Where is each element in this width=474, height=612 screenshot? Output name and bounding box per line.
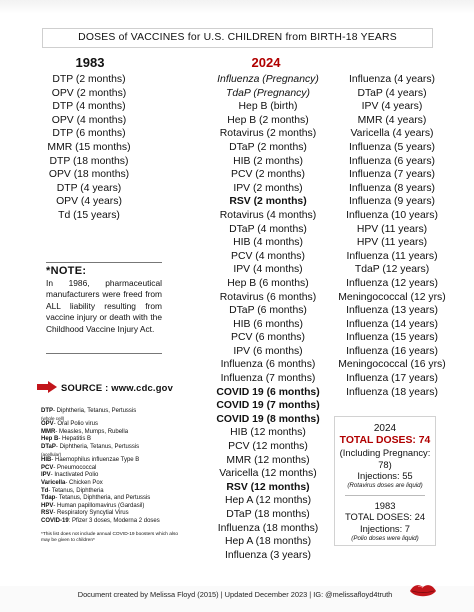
vaccine-dose-item: Influenza (16 years) xyxy=(346,345,438,357)
arrow-right-icon xyxy=(37,381,57,393)
vaccine-dose-item: Hep B (birth) xyxy=(238,101,298,113)
vaccine-dose-item: Varicella (12 months) xyxy=(219,468,317,480)
vaccine-dose-item: Influenza (18 years) xyxy=(346,386,438,398)
legend-sub: (whole cell) xyxy=(41,415,65,421)
legend-abbr: OPV xyxy=(41,421,54,428)
vaccine-dose-item: RSV (12 months) xyxy=(226,481,310,493)
vaccine-dose-item: MMR (15 months) xyxy=(47,141,131,153)
vaccine-dose-item: HIB (4 months) xyxy=(233,237,303,249)
vaccine-dose-item: DTP (6 months) xyxy=(52,128,126,140)
document-title: DOSES of VACCINES for U.S. CHILDREN from BIRTH-18 YEARS xyxy=(42,28,433,48)
legend-desc: - Haemophilus influenzae Type B xyxy=(51,457,140,464)
top-strip xyxy=(0,0,474,14)
vaccine-dose-item: DTaP (4 months) xyxy=(229,223,307,235)
legend-entry xyxy=(41,518,181,526)
legend-abbr: COVID-19 xyxy=(41,517,69,524)
legend-footnote: *This list does not include annual COVID-19 boosters which also may be given to children* xyxy=(41,531,179,543)
vaccine-dose-item: DTP (2 months) xyxy=(52,74,126,85)
vaccine-dose-item: PCV (2 months) xyxy=(231,169,305,181)
vaccine-dose-item: Influenza (5 years) xyxy=(348,141,436,153)
legend-desc: - Measles, Mumps, Rubella xyxy=(55,428,129,435)
vaccine-dose-item: PCV (12 months) xyxy=(228,441,308,453)
summary-rotavirus-note: (Rotavirus doses are liquid) xyxy=(347,481,423,489)
vaccine-dose-item: Influenza (11 years) xyxy=(346,250,438,262)
vaccine-dose-item: COVID 19 (6 months) xyxy=(216,386,320,398)
legend-entry xyxy=(41,488,181,496)
vaccine-dose-item: Hep B (6 months) xyxy=(227,277,309,289)
legend-desc: - Tetanus, Diphtheria xyxy=(48,487,104,494)
vaccine-dose-item: HIB (2 months) xyxy=(233,155,303,167)
vaccine-dose-item: OPV (18 months) xyxy=(48,169,130,181)
legend-desc: - Hepatitis B xyxy=(58,436,92,443)
vaccine-dose-item: Influenza (4 years) xyxy=(348,74,436,85)
vaccine-dose-item: Hep A (18 months) xyxy=(224,536,312,548)
vaccine-dose-item: Influenza (10 years) xyxy=(346,209,438,221)
vaccine-dose-item: DTP (4 months) xyxy=(52,101,126,113)
legend-entry xyxy=(41,429,181,437)
vaccine-dose-item: Varicella (4 years) xyxy=(350,128,434,140)
vaccine-dose-item: Influenza (18 months) xyxy=(217,522,319,534)
legend-desc: - Chicken Pox xyxy=(65,479,103,486)
summary-injections-1983: Injections: 7 xyxy=(359,522,411,534)
legend-desc: - Human papillomavirus (Gardasil) xyxy=(53,502,145,509)
vaccine-dose-item: DTaP (18 months) xyxy=(226,509,310,520)
vaccine-dose-item: HIB (6 months) xyxy=(233,318,303,330)
vaccine-dose-item: Influenza (7 months) xyxy=(220,373,316,385)
vaccine-dose-item: Influenza (12 years) xyxy=(346,277,438,289)
vaccine-dose-item: Influenza (15 years) xyxy=(346,332,438,344)
legend-abbr: Varicella xyxy=(41,479,66,486)
vaccine-dose-item: Influenza (14 years) xyxy=(346,318,438,330)
vaccine-dose-item: Rotavirus (4 months) xyxy=(219,209,317,221)
legend-abbr: HIB xyxy=(41,457,52,464)
vaccine-dose-item: Influenza (Pregnancy) xyxy=(217,74,319,85)
legend-entry xyxy=(41,480,181,488)
legend-sub: (acellular) xyxy=(41,451,62,457)
vaccine-dose-item: PCV (4 months) xyxy=(231,250,305,262)
summary-total-2024: TOTAL DOSES: 74 xyxy=(339,435,431,446)
vaccine-dose-item: Influenza (6 months) xyxy=(220,359,316,371)
vaccine-dose-item: RSV (2 months) xyxy=(229,196,307,208)
legend-abbr: Hep B xyxy=(41,436,59,443)
liability-note xyxy=(46,262,162,335)
note-divider xyxy=(46,353,162,354)
summary-total-1983: TOTAL DOSES: 24 xyxy=(344,511,426,523)
summary-injections-2024: Injections: 55 xyxy=(357,470,413,482)
summary-polio-note: (Polio doses were liquid) xyxy=(351,534,419,542)
legend-entry xyxy=(41,421,181,429)
vaccine-dose-item: COVID 19 (7 months) xyxy=(216,400,320,412)
legend-entry xyxy=(41,503,181,511)
vaccine-dose-item: DTaP (6 months) xyxy=(229,305,307,317)
vaccine-dose-item: Influenza (6 years) xyxy=(348,155,436,167)
legend-desc: - Pneumococcal xyxy=(53,464,97,471)
legend-desc: - Diphtheria, Tetanus, Pertussis xyxy=(53,408,137,414)
legend-desc: - Respiratory Syncytial Virus xyxy=(53,510,129,517)
header-2024: 2024 xyxy=(251,55,281,70)
legend-desc: - Diphtheria, Tetanus, Pertussis xyxy=(55,443,140,450)
vaccine-dose-item: HPV (11 years) xyxy=(356,223,428,235)
vaccine-dose-item: Influenza (8 years) xyxy=(348,182,436,194)
legend-abbr: MMR xyxy=(41,428,56,435)
summary-divider xyxy=(345,495,425,496)
vaccine-dose-item: IPV (4 months) xyxy=(233,264,303,276)
vaccine-dose-item: DTP (18 months) xyxy=(49,155,129,167)
legend-entry xyxy=(41,408,181,421)
vaccine-dose-item: PCV (6 months) xyxy=(231,332,305,344)
abbreviation-legend xyxy=(41,408,181,544)
legend-desc: - Oral Polio virus xyxy=(53,421,99,428)
note-body: In 1986, pharmaceutical manufacturers were freed from ALL liability resulting from vaccine injury or death with the Childhood Vaccine Injury Act. xyxy=(46,278,162,334)
legend-abbr: PCV xyxy=(41,464,54,471)
summary-year-2024: 2024 xyxy=(373,423,397,434)
legend-abbr: Tdap xyxy=(41,495,56,502)
vaccine-dose-item: MMR (4 years) xyxy=(357,114,427,126)
vaccine-dose-item: HPV (11 years) xyxy=(356,237,428,249)
vaccine-dose-item: Influenza (7 years) xyxy=(348,169,436,181)
vaccine-dose-item: Td (15 years) xyxy=(58,209,120,221)
summary-pregnancy: (Including Pregnancy: 78) xyxy=(339,447,431,470)
vaccine-dose-item: IPV (6 months) xyxy=(233,345,303,357)
legend-desc: - Inactivated Polio xyxy=(50,472,99,479)
vaccine-dose-item: Influenza (3 years) xyxy=(224,549,312,561)
vaccine-dose-item: Influenza (13 years) xyxy=(346,305,438,317)
legend-abbr: RSV xyxy=(41,510,54,517)
legend-entry xyxy=(41,436,181,444)
legend-entry xyxy=(41,457,181,465)
vaccine-dose-item: OPV (4 months) xyxy=(51,114,127,126)
legend-abbr: HPV xyxy=(41,502,54,509)
list-2024-left xyxy=(206,73,330,562)
legend-abbr: DTP xyxy=(41,408,53,414)
legend-abbr: DTaP xyxy=(41,443,56,450)
vaccine-dose-item: DTP (4 years) xyxy=(56,182,122,194)
vaccine-dose-item: HIB (12 months) xyxy=(230,427,306,439)
list-1983 xyxy=(34,73,144,223)
legend-entry xyxy=(41,495,181,503)
vaccine-dose-item: TdaP (Pregnancy) xyxy=(226,87,310,99)
vaccine-dose-item: DTaP (4 years) xyxy=(357,87,427,99)
legend-entry xyxy=(41,444,181,457)
source-line xyxy=(37,381,173,393)
totals-summary-box xyxy=(334,416,436,546)
vaccine-dose-item: IPV (4 years) xyxy=(361,101,423,113)
vaccine-dose-item: Influenza (17 years) xyxy=(346,373,438,385)
legend-abbr: IPV xyxy=(41,472,51,479)
vaccine-dose-item: Hep B (2 months) xyxy=(227,114,309,126)
vaccine-dose-item: COVID 19 (8 months) xyxy=(216,413,320,425)
vaccine-dose-item: OPV (4 years) xyxy=(56,196,122,208)
vaccine-dose-item: Meningococcal (12 yrs) xyxy=(338,291,446,303)
lips-logo xyxy=(409,582,437,600)
vaccine-dose-item: Rotavirus (6 months) xyxy=(219,291,317,303)
summary-year-1983: 1983 xyxy=(374,499,396,511)
legend-desc: : Pfizer 3 doses, Moderna 2 doses xyxy=(68,517,160,524)
vaccine-dose-item: OPV (2 months) xyxy=(51,87,127,99)
list-2024-right xyxy=(326,73,458,399)
vaccine-dose-item: Meningococcal (16 yrs) xyxy=(338,359,446,371)
legend-entry xyxy=(41,465,181,473)
vaccine-dose-item: IPV (2 months) xyxy=(233,182,303,194)
footer-credit: Document created by Melissa Floyd (2015) | Updated December 2023 | IG: @melissafloyd4truth xyxy=(77,590,393,599)
legend-desc: - Tetanus, Diphtheria, and Pertussis xyxy=(55,495,151,502)
legend-abbr: Td xyxy=(41,487,49,494)
vaccine-dose-item: Influenza (9 years) xyxy=(348,196,436,208)
legend-entry xyxy=(41,510,181,518)
vaccine-dose-item: DTaP (2 months) xyxy=(229,141,307,153)
vaccine-dose-item: TdaP (12 years) xyxy=(354,264,430,276)
vaccine-dose-item: MMR (12 months) xyxy=(226,454,310,466)
vaccine-dose-item: Hep A (12 months) xyxy=(224,495,312,507)
source-text: SOURCE : www.cdc.gov xyxy=(61,381,173,393)
note-title: *NOTE: xyxy=(46,265,87,277)
vaccine-dose-item: Rotavirus (2 months) xyxy=(219,128,317,140)
legend-entry xyxy=(41,472,181,480)
header-1983: 1983 xyxy=(75,55,105,70)
